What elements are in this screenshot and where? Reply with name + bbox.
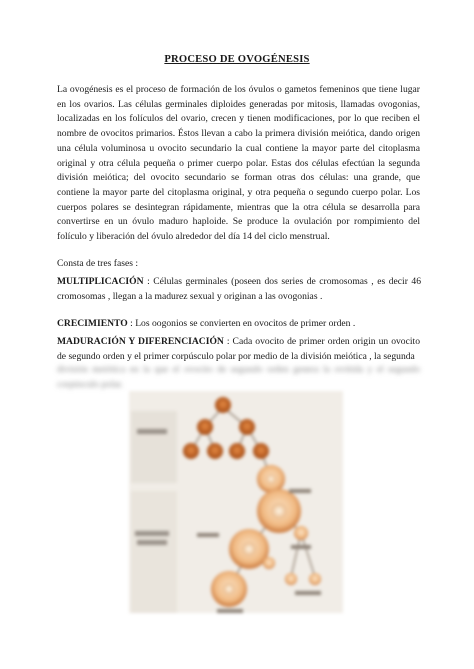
label-ovum [217,609,243,613]
label-polar [291,545,311,549]
label-primary [289,489,311,493]
polar-body-division-b [309,573,321,585]
multiplicacion-paragraph [57,275,421,304]
oogenesis-diagram-svg [129,391,343,613]
multiplicacion-text: : Células germinales (poseen dos series de cromosomas , es decir 46 cromosomas , llegan a la madurez sexual y originan a las ovogonias . [57,276,421,302]
maduracion-heading: MADURACIÓN Y DIFERENCIACIÓN [57,336,224,347]
label-secondary [197,533,219,537]
maduracion-paragraph [57,335,420,364]
ovogonia-cell [215,397,231,413]
cell-gen3-3 [229,443,245,459]
crecimiento-paragraph [57,317,420,332]
band-label-3 [137,540,167,545]
cell-gen3-1 [183,443,199,459]
first-polar-body [294,526,308,540]
primary-oocyte-nucleus [271,503,287,519]
blurred-continuation: división meiótica en la que el ovocito de segundo orden genera la ovótida y el segundo corpúsculo polar. [57,364,420,390]
crecimiento-heading: CRECIMIENTO [57,318,128,329]
label-polar-bodies [295,591,321,595]
ovum-nucleus [223,583,235,595]
polar-body-division-a [285,573,297,585]
document-title: PROCESO DE OVOGÉNESIS [164,54,310,65]
crecimiento-text: : Los oogonios se convierten en ovocitos de primer orden . [127,318,356,329]
phases-intro: Consta de tres fases : [57,258,138,269]
band-maduracion [131,491,177,613]
band-label-2 [135,531,169,536]
multiplicacion-heading: MULTIPLICACIÓN [57,276,144,287]
band-label-1 [137,429,167,434]
cell-gen2-left [197,419,213,435]
growing-oocyte-nucleus [266,474,276,484]
cell-gen2-right [239,419,255,435]
band-multiplicacion [131,411,177,483]
second-polar-body [263,557,275,569]
intro-paragraph: La ovogénesis es el proceso de formación de los óvulos o gametos femeninos que tiene lugar en los ovarios. Las células germinales diploides generadas por mitosis, llamadas ovogonias, localizadas en los folículos del ovario, crecen y tienen modificaciones, por lo que reciben el nombre de ovocitos primarios. Éstos llevan a cabo la primera división meiótica, dando origen una célula voluminosa u ovocito secundario la cual contiene la mayor parte del citoplasma original y otra célula pequeña o primer cuerpo polar. Estas dos células efectúan la segunda división meiótica; del ovocito secundario se forman otras dos células: una grande, que contiene la mayor parte del citoplasma original, y otra pequeña o segundo cuerpo polar. Los cuerpos polares se desintegran rápidamente, mientras que la otra célula se desarrolla para convertirse en un óvulo maduro haploide. Se produce la ovulación por rompimiento del folículo y liberación del óvulo alrededor del día 14 del ciclo menstrual. [57,84,420,243]
maduracion-text: : Cada ovocito de primer orden origin un ovocito de segundo orden y el primer corpúsculo polar por medio de la división meiótica , la segunda [57,336,420,362]
secondary-oocyte-nucleus [242,542,256,556]
cell-gen3-4 [253,443,269,459]
cell-gen3-2 [207,443,223,459]
oogenesis-diagram [129,391,343,613]
